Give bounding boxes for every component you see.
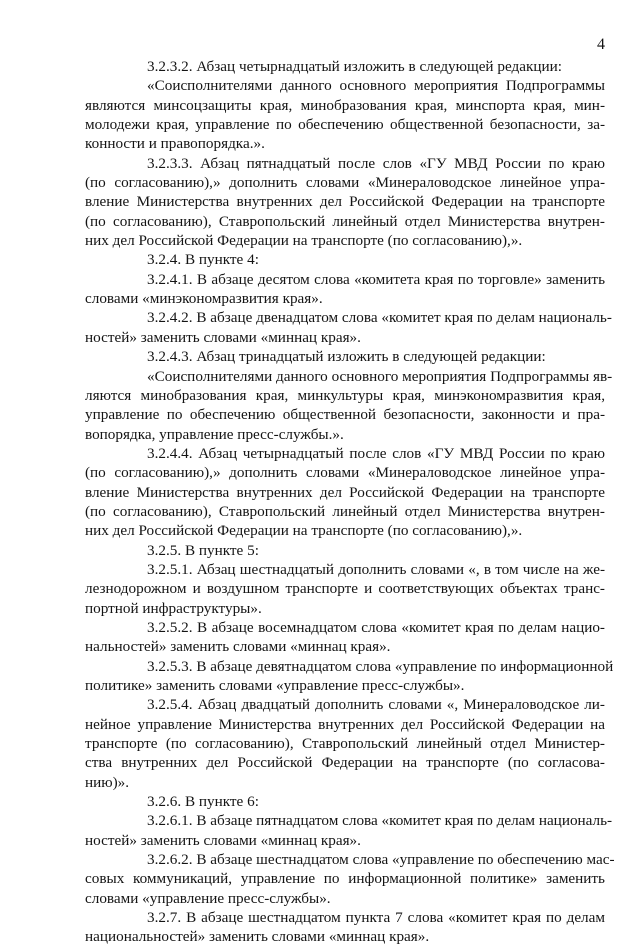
text-line: «Соисполнителями данного основного мероприятия Подпрограммы xyxy=(147,77,605,95)
text-line: 3.2.5.3. В абзаце девятнадцатом слова «управление по информационной xyxy=(147,657,614,675)
text-line: 3.2.3.2. Абзац четырнадцатый изложить в следующей редакции: xyxy=(147,58,562,75)
text-line: словами «управление пресс-службы». xyxy=(85,889,331,907)
text-line: ляются минобразования края, минкультуры края, минэкономразвития края, xyxy=(85,386,605,404)
paragraph-p-3-2-3-3 xyxy=(85,154,605,251)
text-line: политике» заменить словами «управление пресс-службы». xyxy=(85,677,465,694)
text-line: ностей» заменить словами «миннац края». xyxy=(85,831,361,849)
text-line: нию)». xyxy=(85,773,130,791)
text-line: нейное управление Министерства внутренних дел Российской Федерации на xyxy=(85,715,605,733)
text-line: 3.2.6.1. В абзаце пятнадцатом слова «комитет края по делам националь- xyxy=(147,812,613,830)
text-line: них дел Российской Федерации на транспорте (по согласованию),». xyxy=(85,232,523,250)
page-number: 4 xyxy=(597,36,605,53)
paragraph-p-3-2-5-4 xyxy=(85,695,605,792)
text-line: национальностей» заменить словами «миннац края». xyxy=(85,928,430,946)
text-line: (по согласованию), Ставропольский линейный отдел Министерства внутрен- xyxy=(85,212,605,230)
text-line: (по согласованию),» дополнить словами «Минераловодское линейное упра- xyxy=(85,174,605,192)
text-line: нальностей» заменить словами «миннац края». xyxy=(85,638,391,656)
text-line: ностей» заменить словами «миннац края». xyxy=(85,328,361,346)
text-line: словами «минэкономразвития края». xyxy=(85,290,323,308)
paragraph-p-3-2-6 xyxy=(85,792,605,811)
paragraph-p-3-2-3-2 xyxy=(85,57,605,76)
paragraph-p-3-2-5-2 xyxy=(85,618,605,657)
paragraph-p-3-2-4-2 xyxy=(85,308,612,347)
text-line: вопорядка, управление пресс-службы.». xyxy=(85,425,344,443)
text-line: вление Министерства внутренних дел Российской Федерации на транспорте xyxy=(85,193,605,211)
text-line: них дел Российской Федерации на транспорте (по согласованию),». xyxy=(85,522,523,540)
text-line: 3.2.5.4. Абзац двадцатый дополнить словами «, Минераловодское ли- xyxy=(147,696,605,714)
text-line: 3.2.4.4. Абзац четырнадцатый после слов «ГУ МВД России по краю xyxy=(147,444,605,462)
paragraph-p-3-2-4-4 xyxy=(85,444,605,541)
text-line: 3.2.3.3. Абзац пятнадцатый после слов «ГУ МВД России по краю xyxy=(147,154,605,172)
paragraph-p-3-2-4-1 xyxy=(85,270,605,309)
paragraph-p-3-2-5-1 xyxy=(85,560,605,618)
paragraph-p-3-2-7 xyxy=(85,908,605,947)
text-line: ства внутренних дел Российской Федерации на транспорте (по согласова- xyxy=(85,754,605,772)
text-line: 3.2.6. В пункте 6: xyxy=(147,793,259,811)
text-line: управление по обеспечению общественной безопасности, законности и пра- xyxy=(85,406,605,424)
text-line: (по согласованию),» дополнить словами «Минераловодское линейное упра- xyxy=(85,464,605,482)
paragraph-p-3-2-6-1 xyxy=(85,811,613,850)
text-line: конности и правопорядка.». xyxy=(85,135,265,153)
paragraph-p-3-2-6-2 xyxy=(85,850,615,908)
text-line: являются минсоцзащиты края, минобразования края, минспорта края, мин- xyxy=(85,96,605,114)
text-line: 3.2.4.2. В абзаце двенадцатом слова «комитет края по делам националь- xyxy=(147,309,612,327)
text-line: совых коммуникаций, управление по информационной политике» заменить xyxy=(85,870,605,888)
paragraph-p-3-2-5-3 xyxy=(85,657,614,696)
text-line: (по согласованию), Ставропольский линейный отдел Министерства внутрен- xyxy=(85,502,605,520)
document-body xyxy=(85,57,615,947)
text-line: портной инфраструктуры». xyxy=(85,599,262,617)
text-line: вление Министерства внутренних дел Российской Федерации на транспорте xyxy=(85,483,605,501)
text-line: 3.2.4. В пункте 4: xyxy=(147,251,259,269)
text-line: «Соисполнителями данного основного мероприятия Подпрограммы яв- xyxy=(147,367,613,385)
text-line: 3.2.5.2. В абзаце восемнадцатом слова «комитет края по делам нацио- xyxy=(147,618,605,636)
text-line: лезнодорожном и воздушном транспорте и соответствующих объектах транс- xyxy=(85,580,605,598)
paragraph-p-3-2-5 xyxy=(85,541,605,560)
paragraph-p-3-2-4 xyxy=(85,250,605,269)
text-line: 3.2.4.3. Абзац тринадцатый изложить в следующей редакции: xyxy=(147,348,546,366)
paragraph-p-3-2-4-3 xyxy=(85,347,605,366)
text-line: молодежи края, управление по обеспечению общественной безопасности, за- xyxy=(85,116,605,134)
paragraph-quote-1 xyxy=(85,76,605,153)
text-line: 3.2.6.2. В абзаце шестнадцатом слова «управление по обеспечению мас- xyxy=(147,851,615,869)
text-line: 3.2.7. В абзаце шестнадцатом пункта 7 слова «комитет края по делам xyxy=(147,909,605,927)
text-line: 3.2.4.1. В абзаце десятом слова «комитета края по торговле» заменить xyxy=(147,270,605,288)
text-line: транспорте (по согласованию), Ставропольский линейный отдел Министер- xyxy=(85,735,605,753)
text-line: 3.2.5.1. Абзац шестнадцатый дополнить словами «, в том числе на же- xyxy=(147,560,605,578)
text-line: 3.2.5. В пункте 5: xyxy=(147,541,259,559)
paragraph-quote-2 xyxy=(85,367,613,444)
